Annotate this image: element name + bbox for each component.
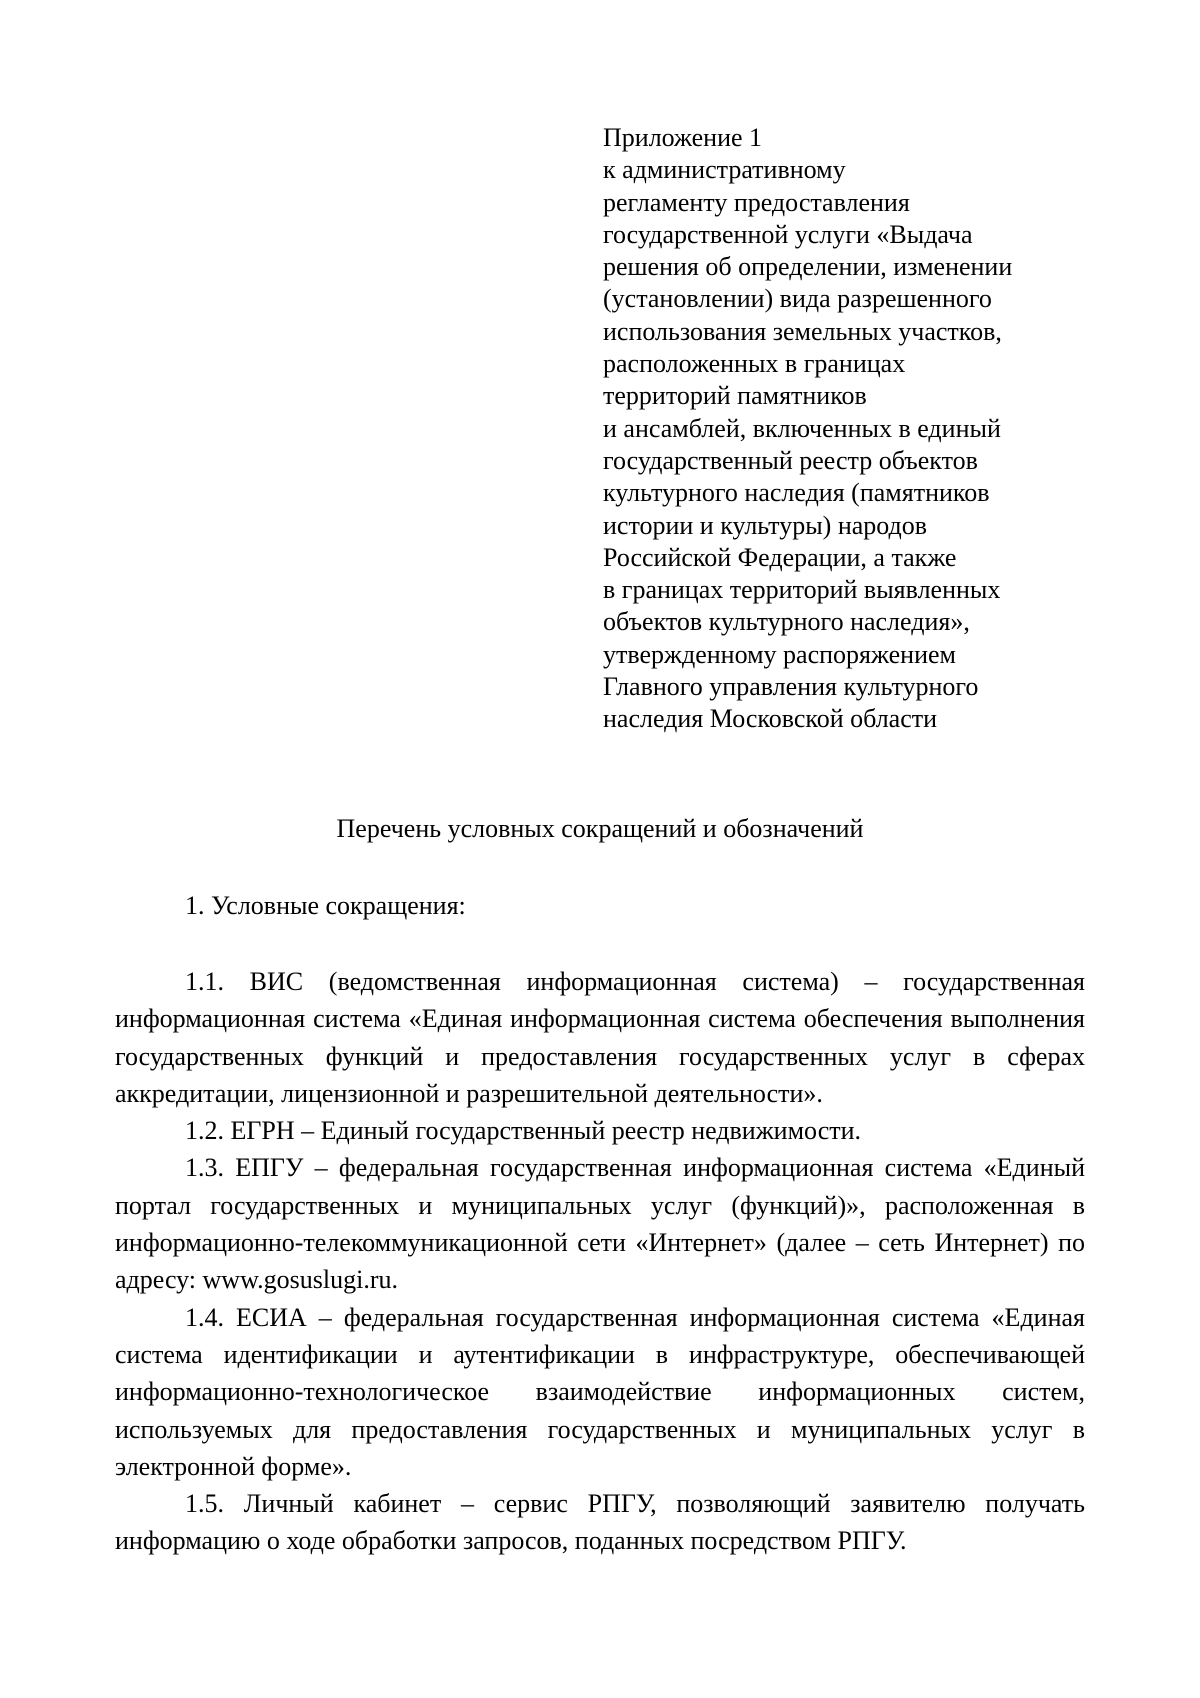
appendix-line: Российской Федерации, а также <box>603 542 957 572</box>
appendix-line: территорий памятников <box>603 381 867 411</box>
document-title: Перечень условных сокращений и обозначений <box>336 814 864 843</box>
appendix-line: наследия Московской области <box>603 704 938 734</box>
appendix-line: истории и культуры) народов <box>603 510 928 540</box>
appendix-line: государственный реестр объектов <box>603 445 978 475</box>
appendix-line: в границах территорий выявленных <box>603 575 1001 605</box>
appendix-line: к административному <box>603 155 846 185</box>
appendix-line: и ансамблей, включенных в единый <box>603 413 1001 443</box>
appendix-line: Главного управления культурного <box>603 672 979 702</box>
abbreviation-item: 1.4. ЕСИА – федеральная государственная информационная система «Единая система идентификации и аутентификации в инфраструктуре, обеспечивающей информационно-технологическое взаимодействие информационных систем, используемых для предоставления государственных и муниципальных услуг в электронной форме». <box>115 1302 1085 1481</box>
abbreviation-item: 1.5. Личный кабинет – сервис РПГУ, позволяющий заявителю получать информацию о ходе обработки запросов, поданных посредством РПГУ. <box>115 1489 1085 1556</box>
appendix-line: Приложение 1 <box>603 123 763 152</box>
appendix-line: государственной услуги «Выдача <box>603 219 973 249</box>
abbreviation-item: 1.1. ВИС (ведомственная информационная система) – государственная информационная система «Единая информационная система обеспечения выполнения государственных функций и предоставления государственных услуг в сферах аккредитации, лицензионной и разрешительной деятельности». <box>115 967 1085 1108</box>
appendix-line: утвержденному распоряжением <box>603 639 956 669</box>
abbreviation-item: 1.3. ЕПГУ – федеральная государственная информационная система «Единый портал государственных и муниципальных услуг (функций)», расположенная в информационно-телекоммуникационной сети «Интернет» (далее – сеть Интернет) по адресу: www.gosuslugi.ru. <box>115 1153 1085 1295</box>
appendix-line: использования земельных участков, <box>603 316 1002 346</box>
appendix-line: решения об определении, изменении <box>603 252 1013 282</box>
appendix-line: (установлении) вида разрешенного <box>603 284 992 314</box>
section-heading: 1. Условные сокращения: <box>185 891 466 920</box>
abbreviation-item: 1.2. ЕГРН – Единый государственный реестр недвижимости. <box>185 1116 862 1146</box>
appendix-line: культурного наследия (памятников <box>603 478 990 508</box>
appendix-line: объектов культурного наследия», <box>603 607 970 637</box>
abbreviation-list <box>115 963 1085 1560</box>
appendix-line: расположенных в границах <box>603 349 906 379</box>
appendix-line: регламенту предоставления <box>603 187 910 217</box>
appendix-block <box>603 122 1123 736</box>
